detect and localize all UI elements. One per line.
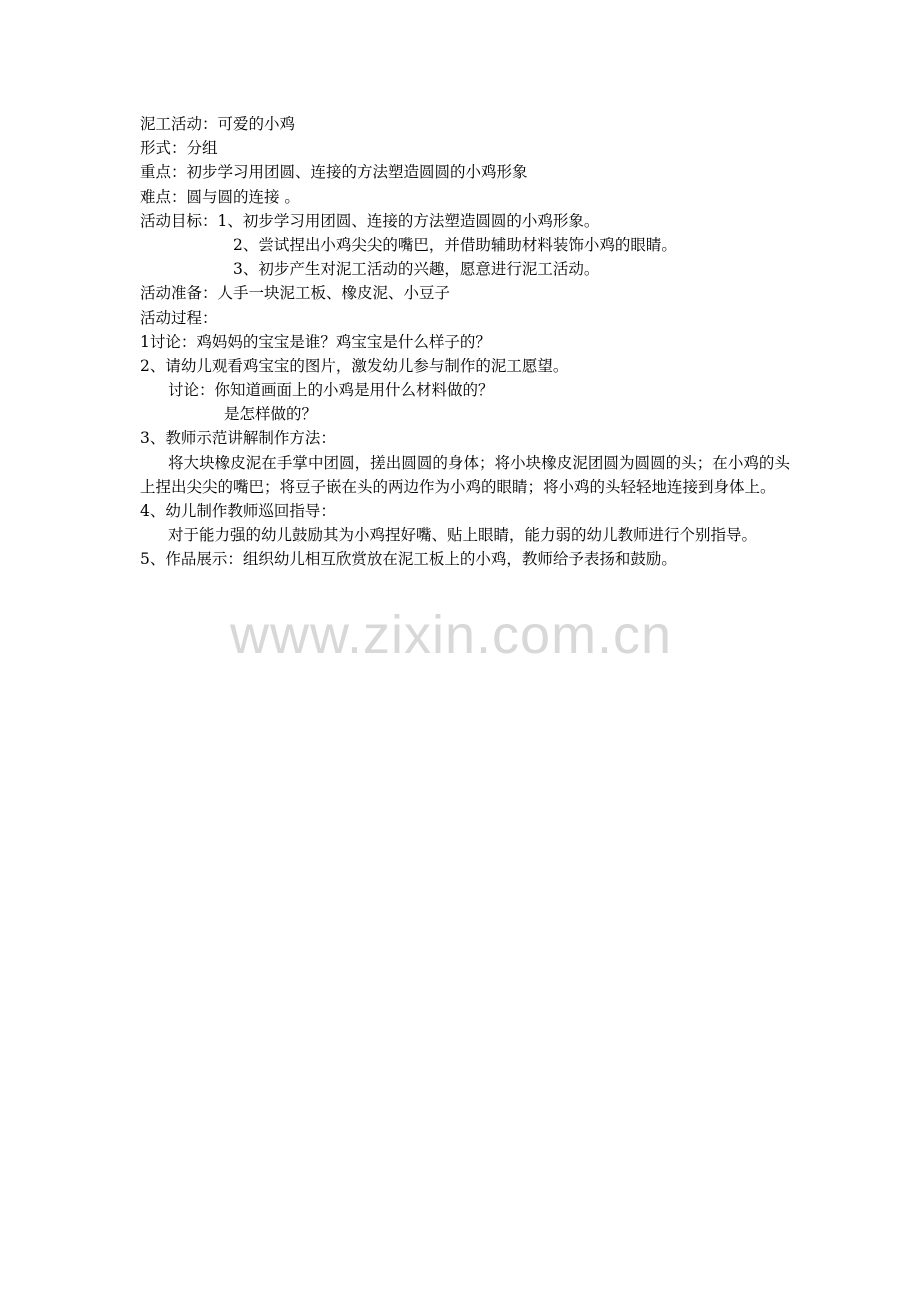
step-1: 1讨论：鸡妈妈的宝宝是谁？鸡宝宝是什么样子的？ — [140, 332, 491, 351]
step-3-detail: 将大块橡皮泥在手掌中团圆，搓出圆圆的身体；将小块橡皮泥团圆为圆圆的头；在小鸡的头上捏出尖尖的嘴巴；将豆子嵌在头的两边作为小鸡的眼睛；将小鸡的头轻轻地连接到身体上。 — [140, 453, 790, 496]
step-2-discussion: 讨论：你知道画面上的小鸡是用什么材料做的？ — [168, 381, 494, 400]
preparation: 活动准备：人手一块泥工板、橡皮泥、小豆子 — [140, 284, 451, 303]
activity-form: 形式：分组 — [140, 139, 218, 158]
step-2: 2、请幼儿观看鸡宝宝的图片，激发幼儿参与制作的泥工愿望。 — [140, 356, 569, 375]
goal-item-1: 1、初步学习用团圆、连接的方法塑造圆圆的小鸡形象。 — [217, 211, 600, 230]
step-4-detail: 对于能力强的幼儿鼓励其为小鸡捏好嘴、贴上眼睛，能力弱的幼儿教师进行个别指导。 — [168, 526, 758, 545]
key-point: 重点：初步学习用团圆、连接的方法塑造圆圆的小鸡形象 — [140, 163, 528, 182]
goal-item-3: 3、初步产生对泥工活动的兴趣，愿意进行泥工活动。 — [233, 260, 600, 279]
goals-first-line — [140, 209, 790, 233]
process-label: 活动过程： — [140, 308, 218, 327]
step-4: 4、幼儿制作教师巡回指导： — [140, 502, 336, 521]
step-5: 5、作品展示：组织幼儿相互欣赏放在泥工板上的小鸡，教师给予表扬和鼓励。 — [140, 550, 677, 569]
activity-title: 泥工活动：可爱的小鸡 — [140, 115, 296, 133]
difficulty: 难点：圆与圆的连接 。 — [140, 187, 300, 206]
watermark-text: www.zixin.com.cn — [230, 605, 673, 665]
lesson-plan-body — [140, 112, 790, 572]
step-2-discussion-cont: 是怎样做的？ — [224, 405, 318, 424]
goal-item-2: 2、尝试捏出小鸡尖尖的嘴巴，并借助辅助材料装饰小鸡的眼睛。 — [233, 235, 677, 254]
goals-label: 活动目标： — [140, 211, 218, 230]
step-3: 3、教师示范讲解制作方法： — [140, 429, 336, 448]
